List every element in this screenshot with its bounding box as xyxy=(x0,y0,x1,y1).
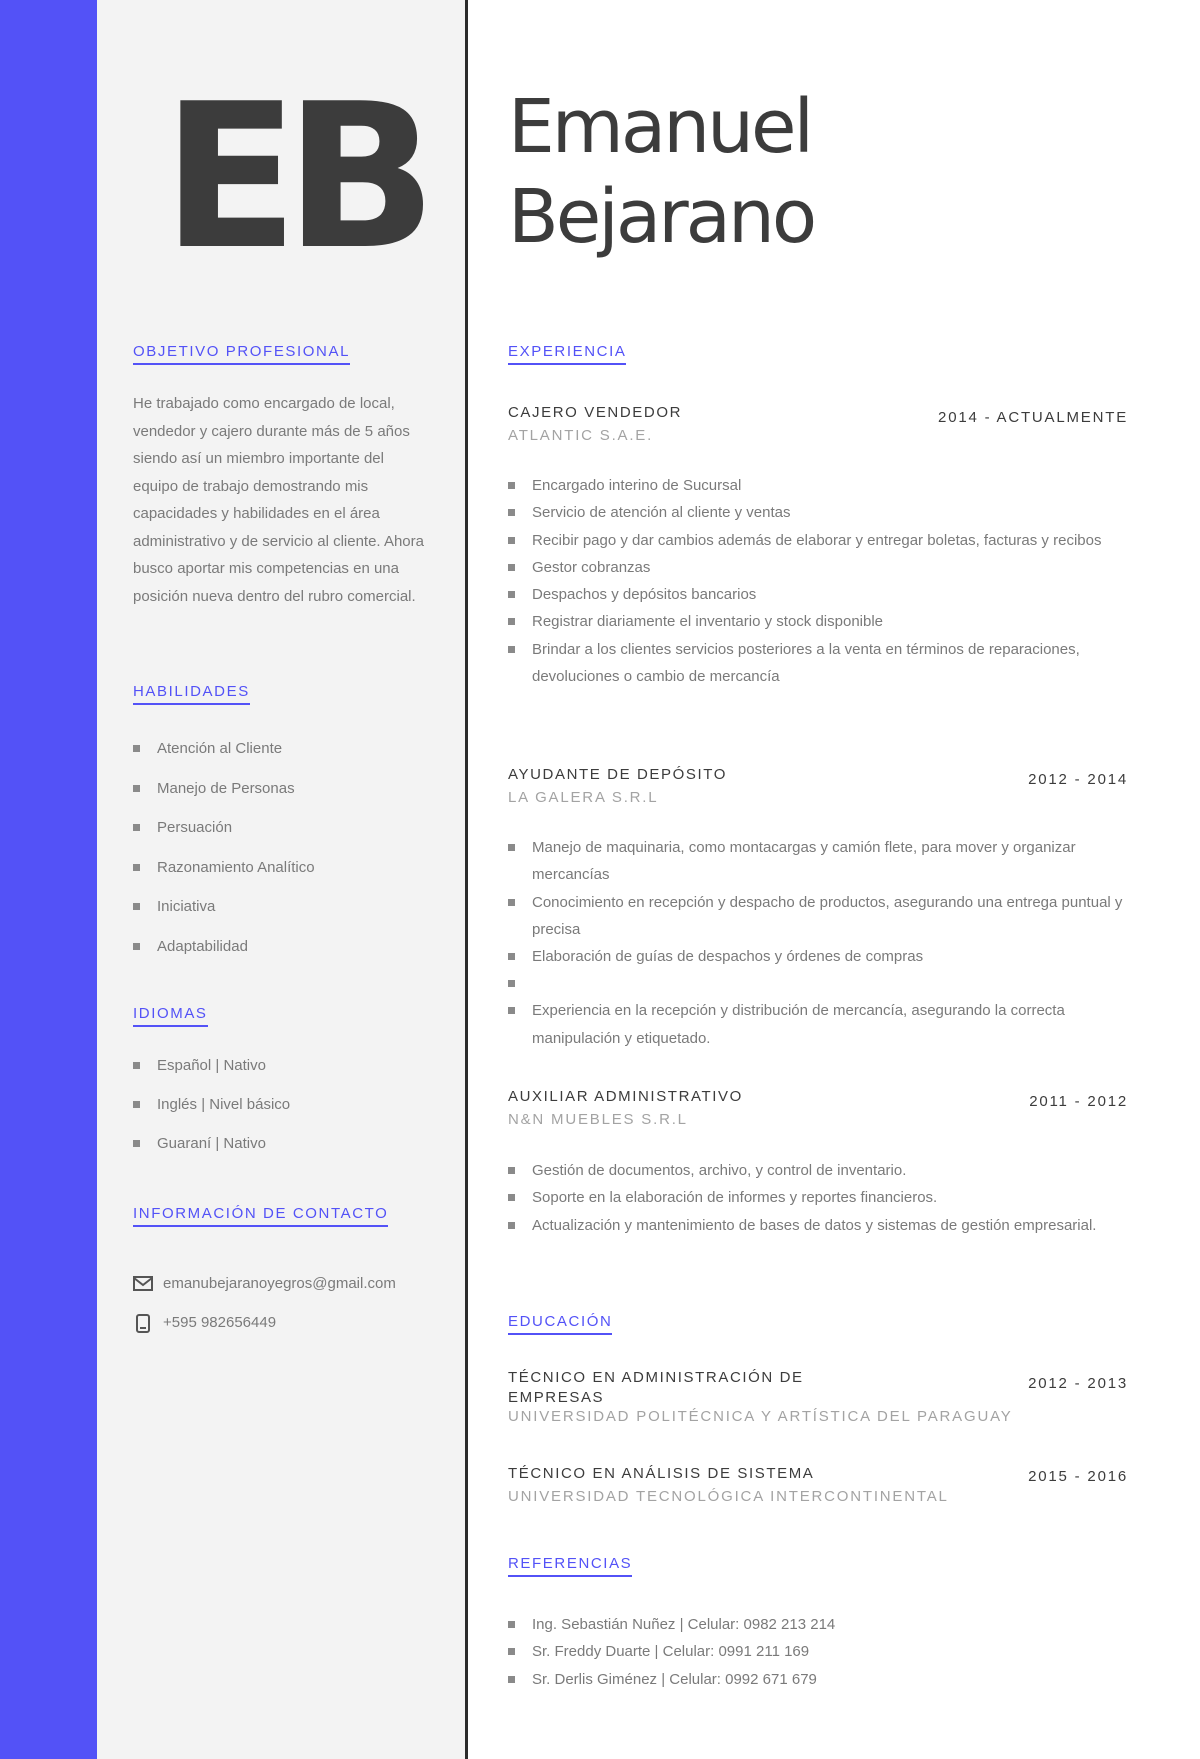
language-item: Español | Nativo xyxy=(133,1056,290,1095)
education-date: 2012 - 2013 xyxy=(1028,1375,1128,1392)
list-item: Soporte en la elaboración de informes y reportes financieros. xyxy=(508,1184,1130,1211)
references-list xyxy=(508,1611,1130,1693)
job-bullets xyxy=(508,834,1130,1052)
list-item: Manejo de maquinaria, como montacargas y camión flete, para mover y organizar mercancías xyxy=(508,834,1130,889)
skill-item: Iniciativa xyxy=(133,897,315,937)
job-entry xyxy=(508,404,1128,444)
last-name: Bejarano xyxy=(508,174,815,260)
job-date: 2011 - 2012 xyxy=(1029,1093,1128,1110)
education-date: 2015 - 2016 xyxy=(1028,1468,1128,1485)
languages-heading: IDIOMAS xyxy=(133,1005,208,1027)
job-bullets xyxy=(508,1157,1130,1239)
list-item: Gestor cobranzas xyxy=(508,554,1130,581)
list-item: Conocimiento en recepción y despacho de productos, asegurando una entrega puntual y precisa xyxy=(508,889,1130,944)
references-heading: REFERENCIAS xyxy=(508,1555,632,1577)
reference-item: Sr. Freddy Duarte | Celular: 0991 211 169 xyxy=(508,1638,1130,1665)
degree-title: TÉCNICO EN ANÁLISIS DE SISTEMA xyxy=(508,1465,815,1482)
degree-title: TÉCNICO EN ADMINISTRACIÓN DE xyxy=(508,1369,804,1386)
list-item: Servicio de atención al cliente y ventas xyxy=(508,499,1130,526)
job-company: N&N MUEBLES S.R.L xyxy=(508,1111,688,1128)
language-item: Inglés | Nivel básico xyxy=(133,1095,290,1134)
languages-list xyxy=(133,1056,290,1173)
job-date: 2014 - ACTUALMENTE xyxy=(938,409,1128,426)
language-item: Guaraní | Nativo xyxy=(133,1134,290,1173)
school-name: UNIVERSIDAD POLITÉCNICA Y ARTÍSTICA DEL PARAGUAY xyxy=(508,1408,1013,1425)
email-text: emanubejaranoyegros@gmail.com xyxy=(163,1275,396,1292)
education-heading: EDUCACIÓN xyxy=(508,1313,612,1335)
first-name: Emanuel xyxy=(508,84,812,170)
phone-icon xyxy=(133,1314,153,1333)
skill-item: Adaptabilidad xyxy=(133,937,315,977)
skill-item: Razonamiento Analítico xyxy=(133,858,315,898)
skill-item: Manejo de Personas xyxy=(133,779,315,819)
skill-item: Persuación xyxy=(133,818,315,858)
list-item: Recibir pago y dar cambios además de elaborar y entregar boletas, facturas y recibos xyxy=(508,527,1130,554)
education-entry xyxy=(508,1465,1128,1505)
job-company: ATLANTIC S.A.E. xyxy=(508,427,654,444)
job-bullets xyxy=(508,472,1130,690)
list-item: Brindar a los clientes servicios posteriores a la venta en términos de reparaciones, devoluciones o cambio de mercancía xyxy=(508,636,1130,691)
job-entry xyxy=(508,766,1128,806)
full-name xyxy=(508,82,814,262)
job-date: 2012 - 2014 xyxy=(1028,771,1128,788)
job-title: AUXILIAR ADMINISTRATIVO xyxy=(508,1088,743,1105)
list-item: Elaboración de guías de despachos y órdenes de compras xyxy=(508,943,1130,970)
monogram: EB xyxy=(162,61,424,294)
experience-heading: EXPERIENCIA xyxy=(508,343,626,365)
job-title: CAJERO VENDEDOR xyxy=(508,404,683,421)
list-item: Registrar diariamente el inventario y stock disponible xyxy=(508,608,1130,635)
list-item xyxy=(508,970,1130,997)
skills-heading: HABILIDADES xyxy=(133,683,250,705)
list-item: Gestión de documentos, archivo, y control de inventario. xyxy=(508,1157,1130,1184)
contact-heading: INFORMACIÓN DE CONTACTO xyxy=(133,1205,388,1227)
education-entry xyxy=(508,1369,1128,1425)
list-item: Experiencia en la recepción y distribución de mercancía, asegurando la correcta manipulación y etiquetado. xyxy=(508,997,1130,1052)
column-divider xyxy=(465,0,468,1759)
job-company: LA GALERA S.R.L xyxy=(508,789,659,806)
reference-item: Sr. Derlis Giménez | Celular: 0992 671 679 xyxy=(508,1666,1130,1693)
job-title: AYUDANTE DE DEPÓSITO xyxy=(508,766,727,783)
school-name: UNIVERSIDAD TECNOLÓGICA INTERCONTINENTAL xyxy=(508,1488,949,1505)
accent-bar xyxy=(0,0,97,1759)
job-entry xyxy=(508,1088,1128,1128)
degree-title-cont: EMPRESAS xyxy=(508,1389,605,1406)
list-item: Encargado interino de Sucursal xyxy=(508,472,1130,499)
list-item: Despachos y depósitos bancarios xyxy=(508,581,1130,608)
skills-list xyxy=(133,739,315,976)
list-item: Actualización y mantenimiento de bases de datos y sistemas de gestión empresarial. xyxy=(508,1212,1130,1239)
objective-heading: OBJETIVO PROFESIONAL xyxy=(133,343,350,365)
skill-item: Atención al Cliente xyxy=(133,739,315,779)
reference-item: Ing. Sebastián Nuñez | Celular: 0982 213 214 xyxy=(508,1611,1130,1638)
phone-text: +595 982656449 xyxy=(163,1314,277,1331)
mail-icon xyxy=(133,1275,153,1292)
objective-text: He trabajado como encargado de local, vendedor y cajero durante más de 5 años siendo así un miembro importante del equipo de trabajo demostrando mis capacidades y habilidades en el área administrativo y de servicio al cliente. Ahora busco aportar mis competencias en una posición nueva dentro del rubro comercial. xyxy=(133,395,424,605)
